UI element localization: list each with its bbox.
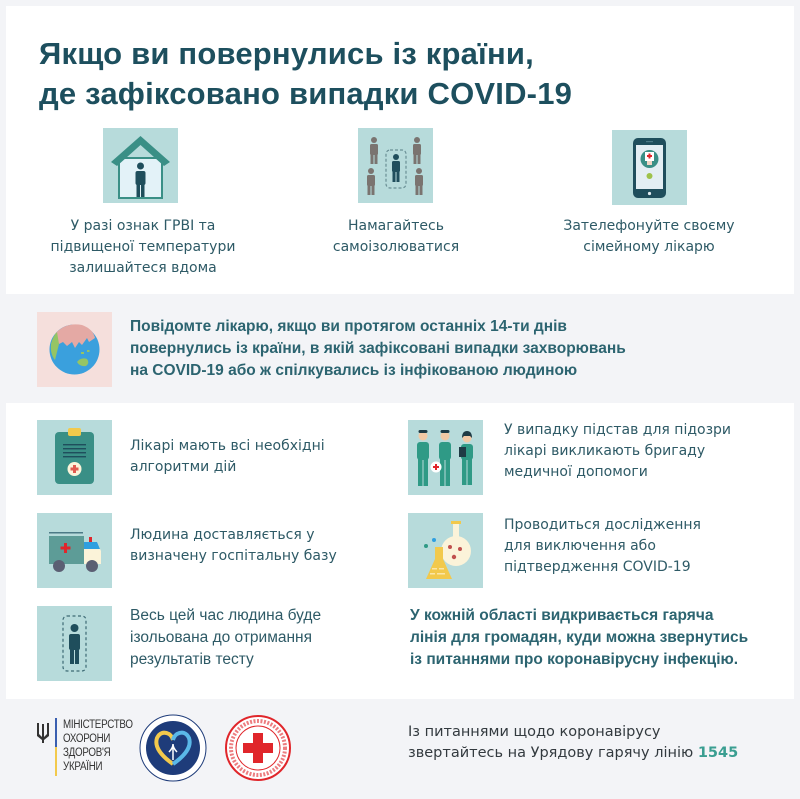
flag-bar [55,718,57,776]
title-panel [6,6,794,116]
regional-hotline-info: У кожній області видкривається гаряча лінія для громадян, куди можна звернутись із питаннями про коронавірусну інфекцію. [410,607,749,668]
phone-doctor-icon [612,130,687,205]
clipboard-medical-icon [37,420,112,495]
step-algorithms: Лікарі мають всі необхідні алгоритми дій [130,438,325,475]
stay-home-caption: У разі ознак ГРВІ та підвищеної температури залишайтеся вдома [50,218,236,276]
title-line-2: де зафіксовано випадки COVID-19 [39,76,573,111]
first-lady-foundation-logo [139,714,207,782]
lab-flask-icon [408,513,483,588]
ambulance-icon [37,513,112,588]
notice-panel [6,300,794,400]
isolated-person-icon [37,606,112,681]
self-isolation-icon [358,128,433,203]
globe-icon [37,312,112,387]
house-person-icon [103,128,178,203]
step-isolation: Весь цей час людина буде ізольована до отримання результатів тесту [130,607,322,668]
trident-icon [36,722,50,744]
top-recommendations-panel [6,116,794,294]
call-doctor-caption: Зателефонуйте своєму сімейному лікарю [563,218,735,255]
page-title [39,34,572,114]
hotline-number: 1545 [697,745,739,761]
medical-team-icon [408,420,483,495]
red-cross-ukraine-logo [224,714,292,782]
ministry-of-health-logo: МІНІСТЕРСТВО ОХОРОНИ ЗДОРОВ'Я УКРАЇНИ [36,718,145,782]
footer-panel [6,702,794,794]
title-line-1: Якщо ви повернулись із країни, [39,36,534,71]
government-hotline-text: Із питаннями щодо коронавірусу звертайтесь на Урядову гарячу лінію 1545 [408,724,739,761]
procedure-steps-panel [6,403,794,699]
self-isolate-caption: Намагайтесь самоізолюватися [332,218,460,255]
step-hospital: Людина доставляється у визначену госпітальну базу [130,527,337,564]
step-call-team: У випадку підстав для підозри лікарі викликають бригаду медичної допомоги [504,422,732,480]
notice-text: Повідомте лікарю, якщо ви протягом останніх 14-ти днів повернулись із країни, в якій зафіксовані випадки захворювань на COVID-19 або ж спілкувались із інфікованою людиною [130,318,626,379]
step-testing: Проводиться дослідження для виключення або підтвердження COVID-19 [504,517,701,575]
